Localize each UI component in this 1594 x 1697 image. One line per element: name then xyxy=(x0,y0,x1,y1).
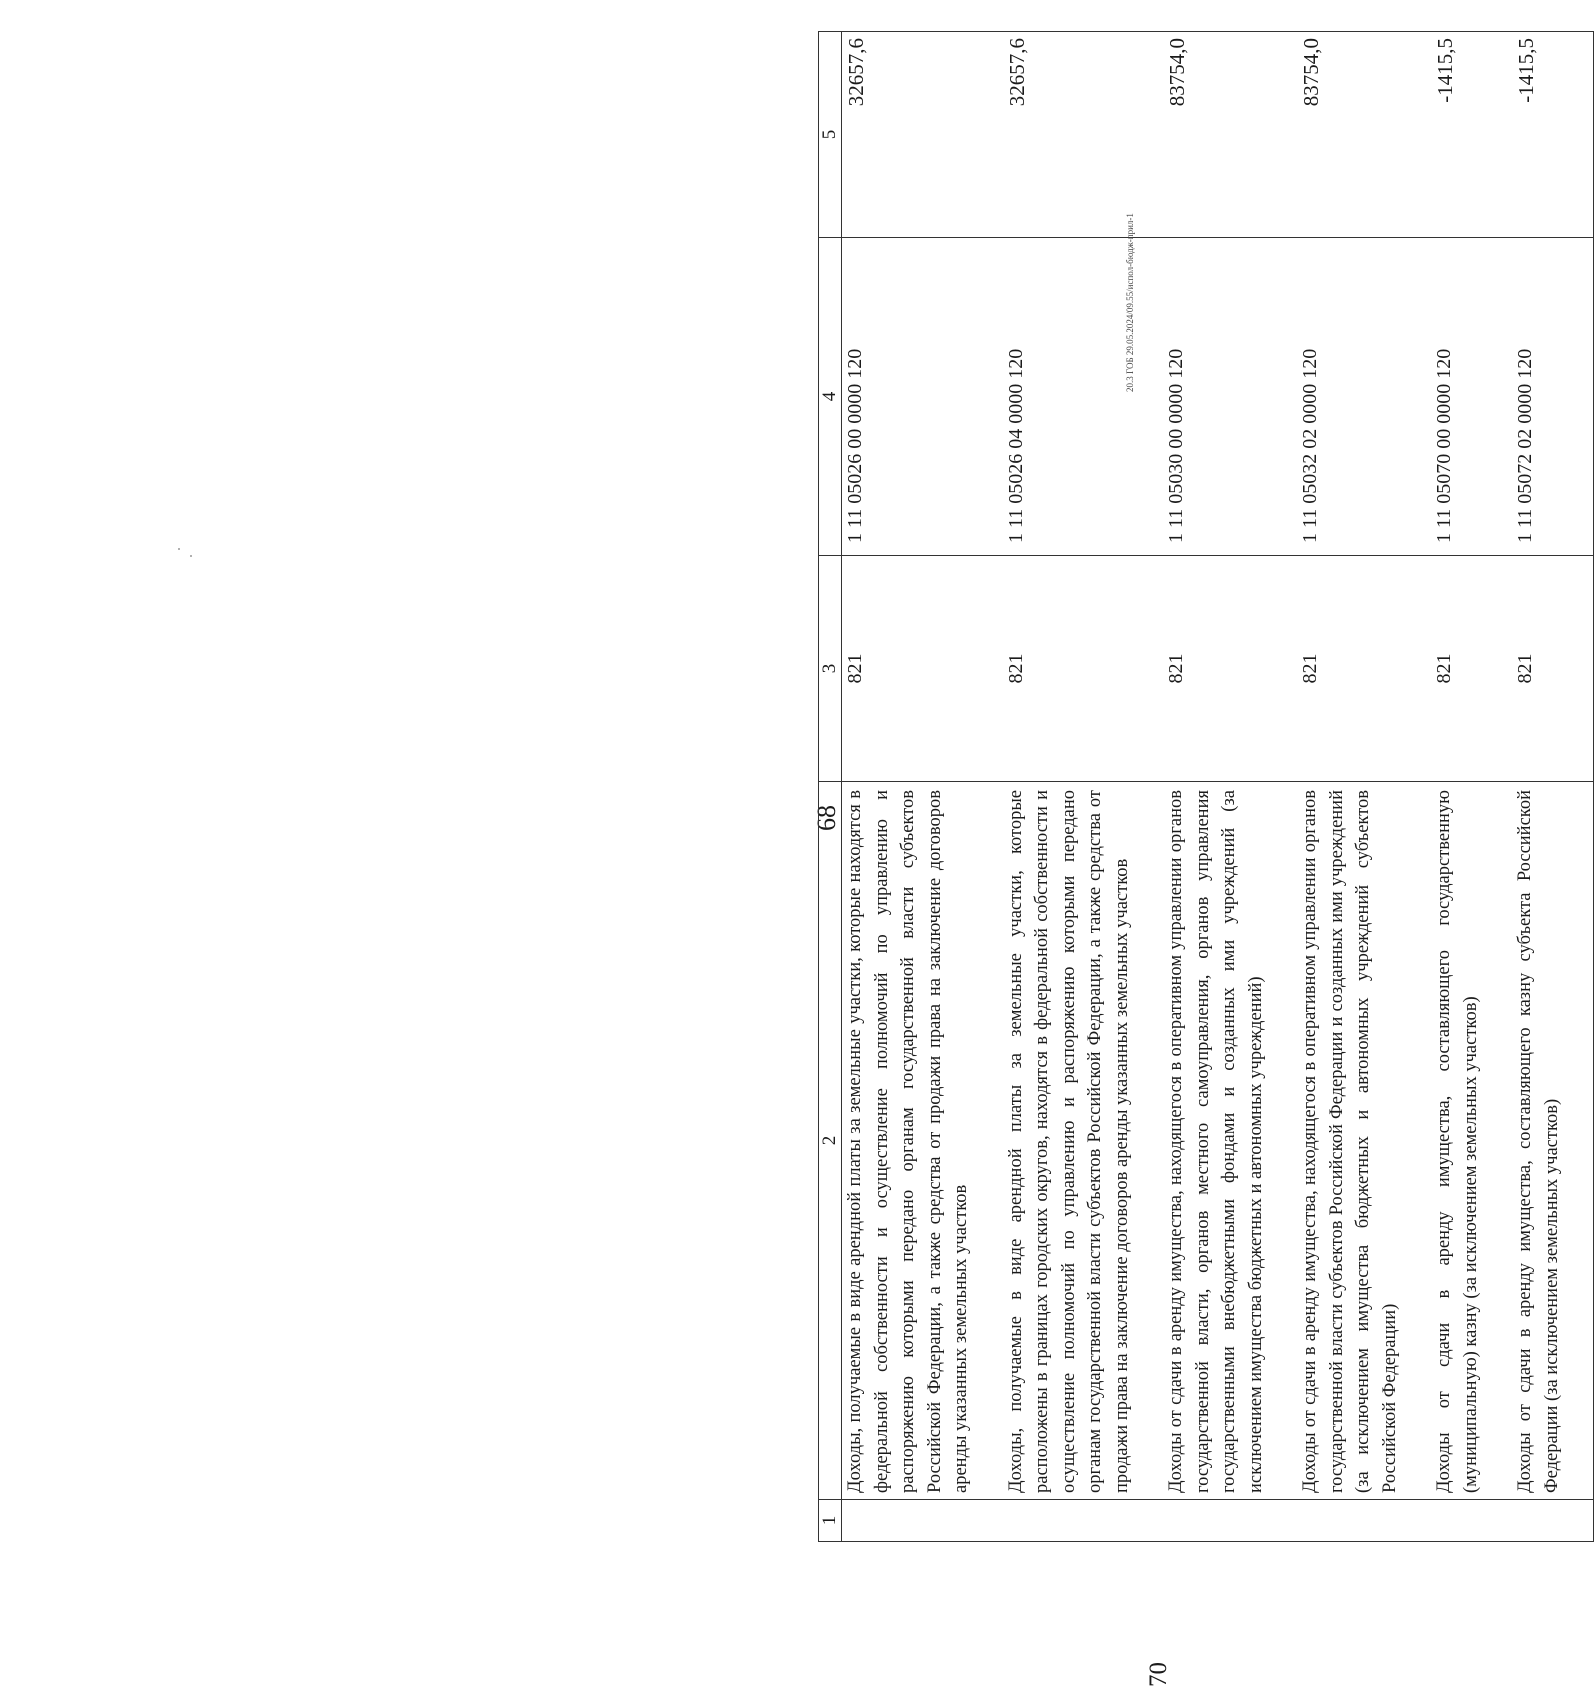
income-description-cell xyxy=(1431,782,1512,1500)
row-number-cell xyxy=(1003,1500,1164,1542)
budget-classification-code-cell: 1 11 05026 04 0000 120 xyxy=(1003,238,1164,556)
amount-cell: 83754,0 xyxy=(1297,32,1431,238)
scan-speck xyxy=(178,548,180,550)
income-description: Доходы, получаемые в виде арендной платы за земельные участки, которые находятся в федеральной собственности и осуществление полномочий по управлению и распоряжению которыми передано органам государственной власти субъектов Российской Федерации, а также средства от продажи права на заключение договоров аренды указанных земельных участков xyxy=(845,790,971,1493)
row-number-cell xyxy=(842,1500,1003,1542)
income-description: Доходы от сдачи в аренду имущества, находящегося в оперативном управлении органов государственной власти субъектов Российской Федерации и созданных ими учреждений (за исключением имущества бюджетных и автономных учреждений субъектов Российской Федерации) xyxy=(1300,790,1400,1493)
budget-classification-code-cell: 1 11 05070 00 0000 120 xyxy=(1431,238,1512,556)
table-row xyxy=(1431,32,1512,1542)
header-col-1: 1 xyxy=(819,1500,842,1542)
admin-code-cell: 821 xyxy=(1512,556,1594,782)
header-col-3: 3 xyxy=(819,556,842,782)
amount-cell: -1415,5 xyxy=(1512,32,1594,238)
header-col-5: 5 xyxy=(819,32,842,238)
admin-code-cell: 821 xyxy=(1297,556,1431,782)
table-row xyxy=(842,32,1003,1542)
admin-code-cell: 821 xyxy=(1003,556,1164,782)
budget-classification-code-cell: 1 11 05030 00 0000 120 xyxy=(1163,238,1297,556)
row-number-cell xyxy=(1297,1500,1431,1542)
budget-classification-code-cell: 1 11 05032 02 0000 120 xyxy=(1297,238,1431,556)
amount-cell: -1415,5 xyxy=(1431,32,1512,238)
budget-classification-code-cell: 1 11 05026 00 0000 120 xyxy=(842,238,1003,556)
table-row xyxy=(1512,32,1594,1542)
table-row xyxy=(1163,32,1297,1542)
income-description: Доходы, получаемые в виде арендной платы за земельные участки, которые расположены в границах городских округов, находятся в федеральной собственности и осуществление полномочий по управлению и распоряжению которыми передано органам государственной власти субъектов Российской Федерации, а также средства от продажи права на заключение договоров аренды указанных земельных участков xyxy=(1005,790,1132,1493)
amount-cell: 32657,6 xyxy=(842,32,1003,238)
header-col-4: 4 xyxy=(819,238,842,556)
table-row xyxy=(1003,32,1164,1542)
income-description-cell xyxy=(842,782,1003,1500)
income-description-cell xyxy=(1163,782,1297,1500)
income-description-cell xyxy=(1512,782,1594,1500)
scan-speck xyxy=(190,555,192,557)
admin-code-cell: 821 xyxy=(1431,556,1512,782)
document-footer-code: 20.3 ГОБ 29.05.2024/09.55/испол-бюдж-прил-1 xyxy=(1125,213,1135,392)
row-number-cell xyxy=(1163,1500,1297,1542)
header-col-2: 2 xyxy=(819,782,842,1500)
income-description-cell xyxy=(1003,782,1164,1500)
row-number-cell xyxy=(1431,1500,1512,1542)
table-header-row xyxy=(819,32,842,1542)
amount-cell: 83754,0 xyxy=(1163,32,1297,238)
row-number-cell xyxy=(1512,1500,1594,1542)
admin-code-cell: 821 xyxy=(1163,556,1297,782)
table-row xyxy=(1297,32,1431,1542)
income-description: Доходы от сдачи в аренду имущества, составляющего государственную (муниципальную) казну (за исключением земельных участков) xyxy=(1434,790,1481,1493)
amount-cell: 32657,6 xyxy=(1003,32,1164,238)
sheet-number: 70 xyxy=(1145,1662,1172,1687)
admin-code-cell: 821 xyxy=(842,556,1003,782)
page-number: 68 xyxy=(812,805,841,831)
income-description-cell xyxy=(1297,782,1431,1500)
income-description: Доходы от сдачи в аренду имущества, составляющего казну субъекта Российской Федерации (за исключением земельных участков) xyxy=(1515,790,1562,1493)
income-description: Доходы от сдачи в аренду имущества, находящегося в оперативном управлении органов государственной власти, органов местного самоуправления, органов управления государственными внебюджетными фондами и созданных ими учреждений (за исключением имущества бюджетных и автономных учреждений) xyxy=(1166,790,1266,1493)
budget-classification-code-cell: 1 11 05072 02 0000 120 xyxy=(1512,238,1594,556)
revenue-table xyxy=(818,31,1594,1542)
